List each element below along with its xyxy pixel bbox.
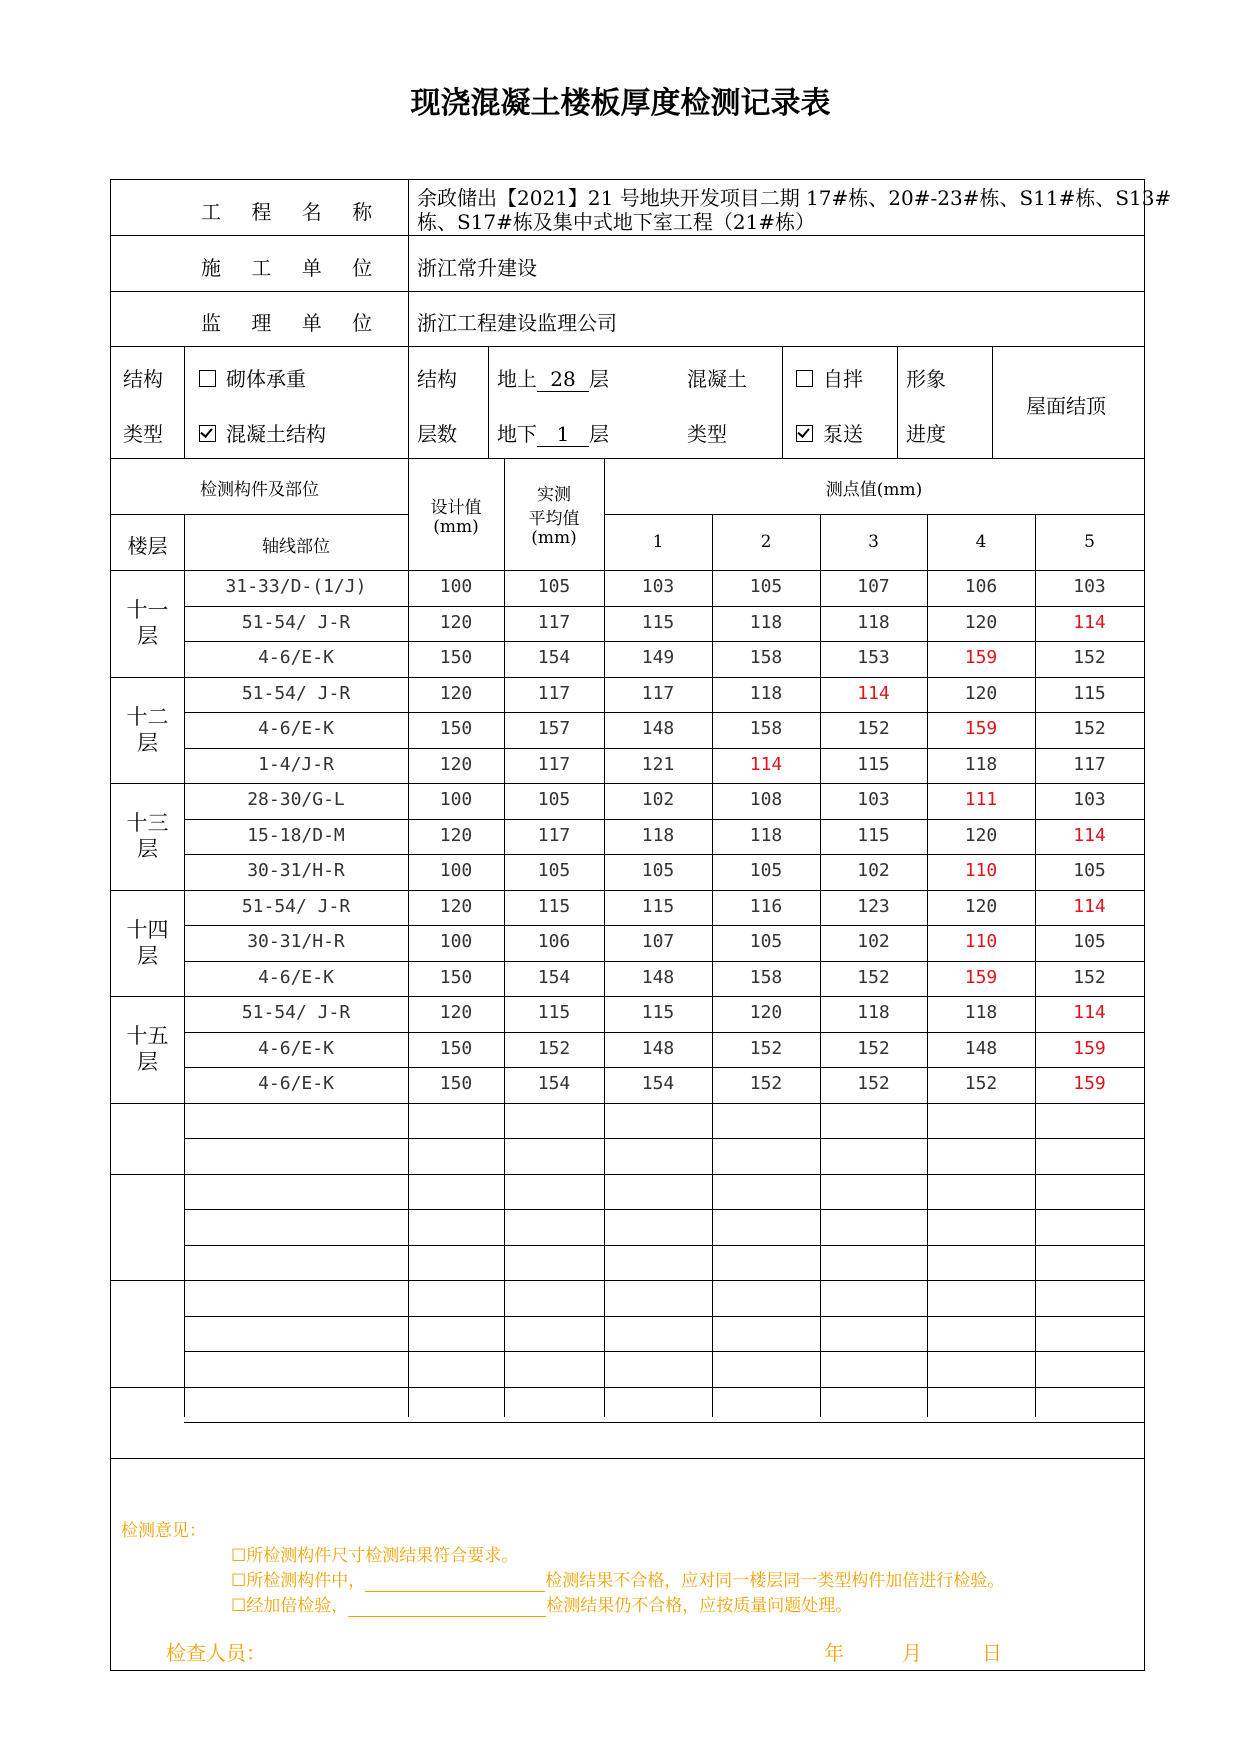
masonry-option[interactable]: 砌体承重 <box>199 363 306 392</box>
point-value-cell: 118 <box>964 753 998 775</box>
design-value-cell: 120 <box>439 753 473 775</box>
floor-label: 十二 层 <box>126 704 169 755</box>
point-value-cell: 120 <box>964 824 998 846</box>
axis-header: 轴线部位 <box>262 537 330 557</box>
point-value-cell: 102 <box>641 789 675 810</box>
floor-label: 十五 层 <box>126 1024 169 1075</box>
date-month: 月 <box>902 1641 922 1665</box>
point-value-cell: 118 <box>749 824 783 846</box>
axis-cell: 51-54/ J-R <box>241 611 351 633</box>
date-year: 年 <box>824 1641 844 1665</box>
structure-type-label-2: 类型 <box>123 422 163 446</box>
point-value-cell: 105 <box>749 860 783 881</box>
project-name-line2: 栋、S17#栋及集中式地下室工程（21#栋） <box>417 210 816 234</box>
point-value-cell: 105 <box>1073 931 1106 952</box>
point-value-cell: 105 <box>1073 860 1106 881</box>
point-value-cell: 107 <box>857 576 890 597</box>
average-value-cell: 154 <box>537 647 571 668</box>
self-mix-option[interactable]: 自拌 <box>796 363 863 392</box>
points-header: 测点值(mm) <box>825 480 923 500</box>
point-value-cell: 116 <box>749 895 783 917</box>
record-sheet <box>110 179 1172 1671</box>
average-value-cell: 117 <box>537 682 571 704</box>
point-value-cell: 114 <box>857 682 890 704</box>
average-value-cell: 105 <box>537 860 571 881</box>
axis-cell: 4-6/E-K <box>258 718 334 739</box>
point-value-cell: 152 <box>857 1037 890 1059</box>
point-1-header: 1 <box>652 532 664 552</box>
average-value-cell: 154 <box>537 1073 571 1094</box>
supervisor-label: 监 理 单 位 <box>201 311 385 335</box>
point-value-cell: 105 <box>641 860 675 881</box>
point-5-header: 5 <box>1084 532 1095 552</box>
point-value-cell: 120 <box>964 682 998 704</box>
average-value-cell: 115 <box>537 1002 571 1023</box>
pump-checkbox[interactable] <box>796 425 813 442</box>
design-header-2: (mm) <box>433 517 479 537</box>
axis-cell: 51-54/ J-R <box>241 895 351 917</box>
axis-cell: 51-54/ J-R <box>241 682 351 704</box>
axis-cell: 31-33/D-(1/J) <box>225 576 367 597</box>
measured-header-1: 实测 <box>537 485 571 505</box>
point-value-cell: 123 <box>857 895 890 917</box>
opinion-line-3: ☐经加倍检验， 检测结果仍不合格，应按质量问题处理。 <box>231 1596 853 1616</box>
design-value-cell: 150 <box>439 718 473 739</box>
point-value-cell: 159 <box>964 966 998 988</box>
above-ground-floors: 地上 28 层 <box>497 367 609 391</box>
point-value-cell: 110 <box>964 860 998 881</box>
page-title: 现浇混凝土楼板厚度检测记录表 <box>410 86 831 121</box>
point-value-cell: 152 <box>1073 647 1106 668</box>
average-value-cell: 154 <box>537 966 571 988</box>
point-value-cell: 152 <box>1073 718 1106 739</box>
design-value-cell: 120 <box>439 611 473 633</box>
point-value-cell: 159 <box>1073 1073 1106 1094</box>
below-ground-floors: 地下 1 层 <box>497 422 609 446</box>
point-value-cell: 152 <box>857 966 890 988</box>
point-value-cell: 115 <box>641 895 675 917</box>
builder-value: 浙江常升建设 <box>417 256 537 280</box>
point-value-cell: 115 <box>857 824 890 846</box>
average-value-cell: 105 <box>537 576 571 597</box>
measured-header-2: 平均值 <box>528 509 580 529</box>
point-value-cell: 118 <box>857 611 890 633</box>
design-value-cell: 120 <box>439 1002 473 1023</box>
average-value-cell: 117 <box>537 753 571 775</box>
point-value-cell: 159 <box>964 718 998 739</box>
supervisor-value: 浙江工程建设监理公司 <box>417 311 617 335</box>
point-value-cell: 102 <box>857 931 890 952</box>
floors-label-2: 层数 <box>417 422 457 446</box>
point-value-cell: 158 <box>749 718 783 739</box>
date-day: 日 <box>982 1641 1002 1665</box>
point-value-cell: 120 <box>964 611 998 633</box>
point-value-cell: 121 <box>641 753 675 775</box>
opinion-line-1: ☐所检测构件尺寸检测结果符合要求。 <box>231 1546 519 1566</box>
point-value-cell: 159 <box>964 647 998 668</box>
point-value-cell: 149 <box>641 647 675 668</box>
concrete-label-2: 类型 <box>687 422 727 446</box>
point-value-cell: 103 <box>857 789 890 810</box>
point-value-cell: 103 <box>641 576 675 597</box>
average-value-cell: 117 <box>537 611 571 633</box>
point-value-cell: 152 <box>857 1073 890 1094</box>
axis-cell: 15-18/D-M <box>247 824 345 846</box>
concrete-structure-option[interactable]: 混凝土结构 <box>199 418 326 447</box>
point-value-cell: 118 <box>749 682 783 704</box>
pump-option[interactable]: 泵送 <box>796 418 863 447</box>
point-value-cell: 154 <box>641 1073 675 1094</box>
point-value-cell: 120 <box>749 1002 783 1023</box>
point-value-cell: 120 <box>964 895 998 917</box>
point-value-cell: 152 <box>749 1037 783 1059</box>
point-value-cell: 105 <box>749 576 783 597</box>
point-value-cell: 117 <box>1073 753 1106 775</box>
point-value-cell: 103 <box>1073 789 1106 810</box>
average-value-cell: 117 <box>537 824 571 846</box>
point-value-cell: 118 <box>964 1002 998 1023</box>
floor-label: 十三 层 <box>126 811 169 862</box>
axis-cell: 4-6/E-K <box>258 1037 334 1059</box>
project-name-line1: 余政储出【2021】21 号地块开发项目二期 17#栋、20#-23#栋、S11#栋、S13# <box>417 186 1172 210</box>
point-value-cell: 106 <box>964 576 998 597</box>
builder-label: 施 工 单 位 <box>201 256 385 280</box>
point-value-cell: 153 <box>857 647 890 668</box>
design-value-cell: 120 <box>439 824 473 846</box>
point-value-cell: 148 <box>641 966 675 988</box>
axis-cell: 30-31/H-R <box>247 931 345 952</box>
average-value-cell: 152 <box>537 1037 571 1059</box>
axis-cell: 51-54/ J-R <box>241 1002 351 1023</box>
floors-label-1: 结构 <box>417 367 457 391</box>
floor-label: 十四 层 <box>126 917 169 968</box>
point-value-cell: 148 <box>964 1037 998 1059</box>
axis-cell: 30-31/H-R <box>247 860 345 881</box>
point-value-cell: 118 <box>857 1002 890 1023</box>
axis-cell: 4-6/E-K <box>258 1073 334 1094</box>
point-2-header: 2 <box>760 532 772 552</box>
design-value-cell: 100 <box>439 931 473 952</box>
design-value-cell: 150 <box>439 1037 473 1059</box>
design-value-cell: 100 <box>439 576 473 597</box>
design-value-cell: 150 <box>439 966 473 988</box>
progress-value: 屋面结顶 <box>1026 394 1106 418</box>
point-value-cell: 158 <box>749 966 783 988</box>
concrete-label-1: 混凝土 <box>687 367 747 391</box>
point-3-header: 3 <box>868 532 879 552</box>
opinion-label: 检测意见： <box>121 1521 206 1541</box>
axis-cell: 28-30/G-L <box>247 789 345 810</box>
design-value-cell: 100 <box>439 860 473 881</box>
point-value-cell: 111 <box>964 789 998 810</box>
masonry-checkbox[interactable] <box>199 370 216 387</box>
floor-header: 楼层 <box>127 534 168 558</box>
design-value-cell: 100 <box>439 789 473 810</box>
measured-header-3: (mm) <box>531 528 577 548</box>
design-value-cell: 120 <box>439 682 473 704</box>
floor-label: 十一 层 <box>126 598 169 649</box>
point-value-cell: 103 <box>1073 576 1106 597</box>
average-value-cell: 106 <box>537 931 571 952</box>
point-value-cell: 152 <box>964 1073 998 1094</box>
average-value-cell: 115 <box>537 895 571 917</box>
point-value-cell: 115 <box>641 1002 675 1023</box>
point-value-cell: 115 <box>1073 682 1106 704</box>
point-value-cell: 107 <box>641 931 675 952</box>
point-value-cell: 102 <box>857 860 890 881</box>
axis-cell: 4-6/E-K <box>258 966 334 988</box>
design-value-cell: 150 <box>439 647 473 668</box>
point-value-cell: 148 <box>641 1037 675 1059</box>
design-value-cell: 150 <box>439 1073 473 1094</box>
inspector-label: 检查人员： <box>166 1641 266 1665</box>
point-value-cell: 117 <box>641 682 675 704</box>
point-value-cell: 148 <box>641 718 675 739</box>
point-value-cell: 114 <box>1073 824 1106 846</box>
point-value-cell: 118 <box>641 824 675 846</box>
design-header-1: 设计值 <box>430 498 482 518</box>
point-value-cell: 159 <box>1073 1037 1106 1059</box>
axis-cell: 4-6/E-K <box>258 647 334 668</box>
progress-label-1: 形象 <box>906 367 946 391</box>
member-location-header: 检测构件及部位 <box>200 480 319 500</box>
structure-type-label-1: 结构 <box>123 367 163 391</box>
design-value-cell: 120 <box>439 895 473 917</box>
axis-cell: 1-4/J-R <box>258 753 334 775</box>
point-value-cell: 152 <box>749 1073 783 1094</box>
point-value-cell: 110 <box>964 931 998 952</box>
average-value-cell: 157 <box>537 718 571 739</box>
point-4-header: 4 <box>975 532 987 552</box>
point-value-cell: 114 <box>749 753 783 775</box>
point-value-cell: 105 <box>749 931 783 952</box>
self-mix-checkbox[interactable] <box>796 370 813 387</box>
point-value-cell: 152 <box>1073 966 1106 988</box>
point-value-cell: 118 <box>749 611 783 633</box>
point-value-cell: 108 <box>749 789 783 810</box>
point-value-cell: 114 <box>1073 895 1106 917</box>
point-value-cell: 114 <box>1073 611 1106 633</box>
concrete-structure-checkbox[interactable] <box>199 425 216 442</box>
point-value-cell: 115 <box>857 753 890 775</box>
progress-label-2: 进度 <box>906 422 946 446</box>
point-value-cell: 158 <box>749 647 783 668</box>
project-name-label: 工 程 名 称 <box>201 200 385 224</box>
point-value-cell: 152 <box>857 718 890 739</box>
average-value-cell: 105 <box>537 789 571 810</box>
opinion-line-2: ☐所检测构件中， 检测结果不合格，应对同一楼层同一类型构件加倍进行检验。 <box>231 1571 1005 1591</box>
point-value-cell: 115 <box>641 611 675 633</box>
point-value-cell: 114 <box>1073 1002 1106 1023</box>
